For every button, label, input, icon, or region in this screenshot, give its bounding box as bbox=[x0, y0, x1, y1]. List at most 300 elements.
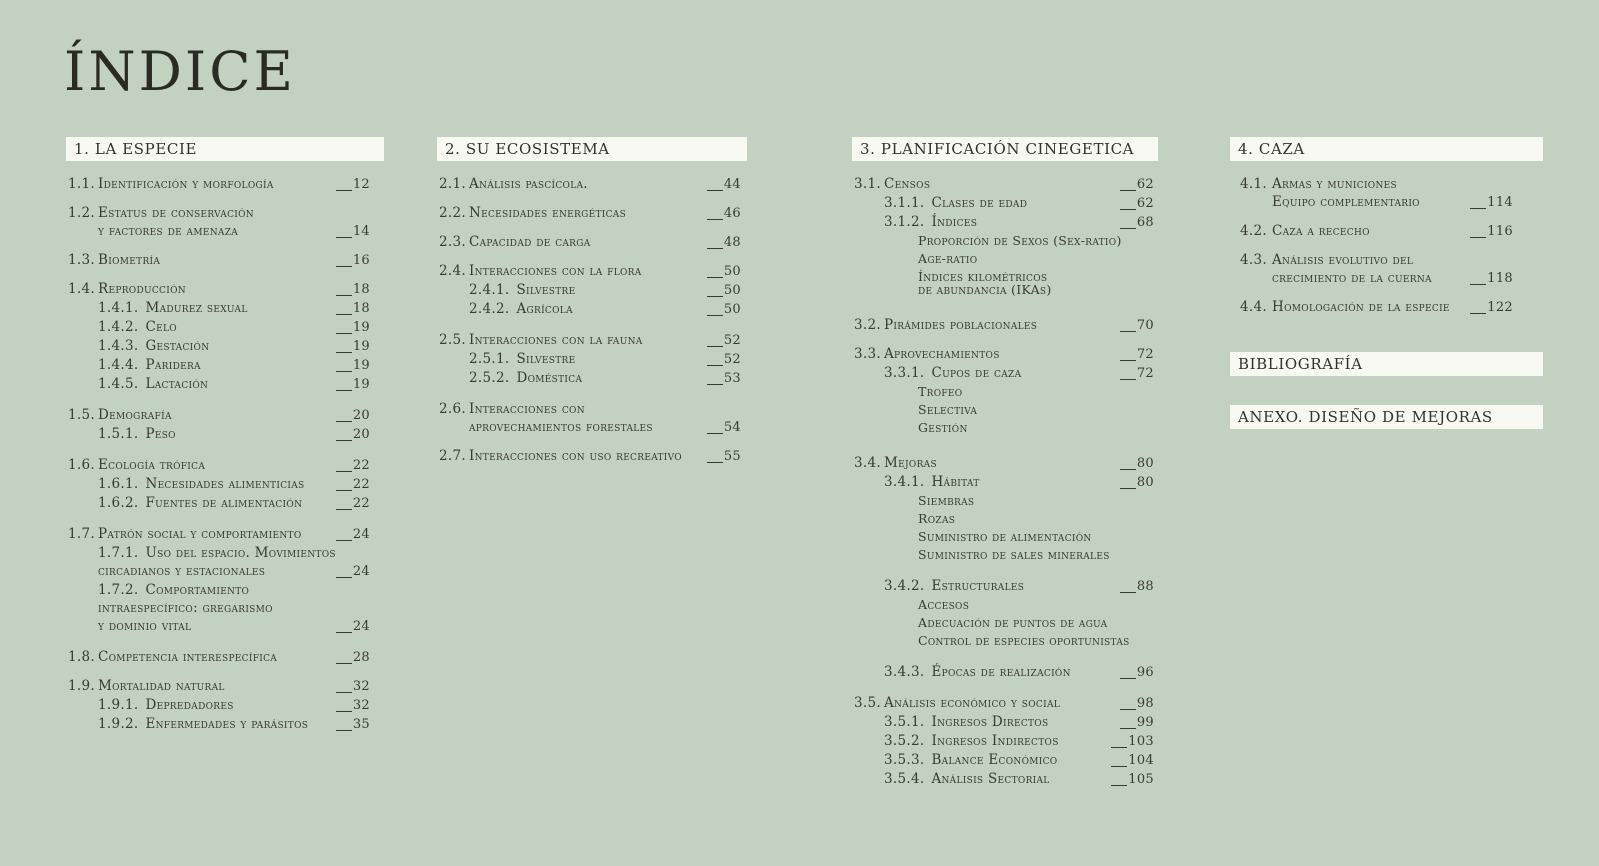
toc-line bbox=[66, 175, 370, 194]
entry-number: 2.7. bbox=[439, 448, 466, 464]
leader-dash-icon bbox=[1120, 675, 1136, 679]
entry-title: y dominio vital bbox=[98, 618, 192, 634]
entry-title: Armas y municiones bbox=[1272, 176, 1397, 192]
toc-line bbox=[66, 425, 370, 444]
toc-line bbox=[1230, 251, 1513, 269]
page-number: 14 bbox=[352, 224, 370, 239]
toc-entry bbox=[852, 419, 1154, 437]
toc-entry bbox=[852, 770, 1154, 789]
page-number: 53 bbox=[723, 371, 741, 386]
toc-column-caza bbox=[1230, 137, 1543, 426]
entry-title: Ingresos Indirectos bbox=[931, 733, 1059, 749]
toc-entry bbox=[852, 596, 1154, 614]
toc-line bbox=[1230, 193, 1513, 212]
page-number: 88 bbox=[1136, 579, 1154, 594]
toc-line bbox=[437, 175, 741, 194]
leader-dash-icon bbox=[336, 708, 352, 712]
entry-title: crecimiento de la cuerna bbox=[1272, 270, 1432, 286]
toc-entry bbox=[852, 577, 1154, 596]
page-number: 55 bbox=[723, 449, 741, 464]
entry-title: Comportamiento bbox=[145, 582, 250, 598]
entry-number: 1.6. bbox=[68, 457, 95, 473]
toc-line bbox=[852, 316, 1154, 335]
entry-number: 2.4.1. bbox=[469, 282, 510, 298]
entry-number: 1.4.1. bbox=[98, 300, 139, 316]
page-number: 80 bbox=[1136, 475, 1154, 490]
toc-line bbox=[66, 456, 370, 475]
toc-line bbox=[437, 400, 741, 418]
toc-line bbox=[852, 663, 1154, 682]
toc-entry bbox=[66, 251, 370, 270]
entry-title: Balance Económico bbox=[931, 752, 1058, 768]
toc-entry bbox=[1230, 222, 1513, 241]
toc-line bbox=[852, 492, 1154, 510]
entry-title: Índices kilométricos bbox=[918, 269, 1048, 284]
toc-column-la-especie bbox=[66, 137, 384, 734]
page-number: 116 bbox=[1487, 224, 1513, 239]
entry-number: 1.9. bbox=[68, 678, 95, 694]
entry-number: 3.4.2. bbox=[884, 578, 925, 594]
toc-line bbox=[852, 401, 1154, 419]
toc-line bbox=[66, 715, 370, 734]
entry-title: Silvestre bbox=[516, 282, 576, 298]
section-header-planificacion: 3. PLANIFICACIÓN CINEGETICA bbox=[852, 137, 1158, 161]
toc-entry bbox=[66, 677, 370, 696]
leader-dash-icon bbox=[1120, 225, 1136, 229]
entry-title: Demografía bbox=[98, 407, 172, 423]
page-number: 54 bbox=[723, 420, 741, 435]
entry-title: Rozas bbox=[918, 511, 956, 526]
page-number: 80 bbox=[1136, 456, 1154, 471]
leader-dash-icon bbox=[1120, 485, 1136, 489]
entry-list bbox=[1230, 175, 1543, 317]
entry-number: 3.1.1. bbox=[884, 195, 925, 211]
leader-dash-icon bbox=[1120, 725, 1136, 729]
page-number: 20 bbox=[352, 408, 370, 423]
entry-title: Celo bbox=[145, 319, 177, 335]
entry-number: 1.6.1. bbox=[98, 476, 139, 492]
entry-number: 4.1. bbox=[1240, 176, 1267, 192]
toc-entry bbox=[66, 581, 370, 636]
toc-entry bbox=[66, 318, 370, 337]
toc-entry bbox=[852, 492, 1154, 510]
leader-dash-icon bbox=[707, 216, 723, 220]
entry-number: 1.6.2. bbox=[98, 495, 139, 511]
entry-title: aprovechamientos forestales bbox=[469, 419, 653, 435]
toc-line bbox=[852, 694, 1154, 713]
section-header-la-especie: 1. LA ESPECIE bbox=[66, 137, 384, 161]
toc-entry bbox=[66, 696, 370, 715]
toc-entry bbox=[852, 694, 1154, 713]
leader-dash-icon bbox=[1120, 357, 1136, 361]
leader-dash-icon bbox=[1470, 310, 1486, 314]
toc-line bbox=[852, 194, 1154, 213]
toc-entry bbox=[852, 213, 1154, 232]
page-number: 52 bbox=[723, 333, 741, 348]
entry-number: 3.1.2. bbox=[884, 214, 925, 230]
toc-entry bbox=[437, 175, 741, 194]
leader-dash-icon bbox=[336, 727, 352, 731]
toc-entry bbox=[852, 250, 1154, 268]
entry-number: 1.3. bbox=[68, 252, 95, 268]
toc-entry bbox=[437, 350, 741, 369]
toc-line bbox=[66, 599, 370, 617]
page-number: 99 bbox=[1136, 715, 1154, 730]
entry-list bbox=[852, 175, 1158, 789]
toc-line bbox=[852, 281, 1154, 299]
toc-entry bbox=[66, 425, 370, 444]
toc-entry bbox=[852, 364, 1154, 383]
entry-number: 2.4. bbox=[439, 263, 466, 279]
entry-number: 1.7.1. bbox=[98, 545, 139, 561]
section-header-bibliografia: BIBLIOGRAFÍA bbox=[1230, 352, 1543, 376]
page-number: 19 bbox=[352, 339, 370, 354]
leader-dash-icon bbox=[336, 330, 352, 334]
toc-line bbox=[66, 251, 370, 270]
entry-title: Siembras bbox=[918, 493, 975, 508]
leader-dash-icon bbox=[1120, 589, 1136, 593]
entry-title: Aprovechamientos bbox=[884, 346, 1000, 362]
page-number: 20 bbox=[352, 427, 370, 442]
entry-list bbox=[437, 175, 747, 466]
entry-title: Estatus de conservación bbox=[98, 205, 254, 221]
toc-line bbox=[852, 528, 1154, 546]
page-number: 22 bbox=[352, 477, 370, 492]
leader-dash-icon bbox=[1120, 206, 1136, 210]
leader-dash-icon bbox=[336, 292, 352, 296]
toc-line bbox=[437, 447, 741, 466]
toc-line bbox=[852, 364, 1154, 383]
leader-dash-icon bbox=[707, 312, 723, 316]
entry-list bbox=[66, 175, 384, 734]
leader-dash-icon bbox=[707, 293, 723, 297]
leader-dash-icon bbox=[336, 629, 352, 633]
entry-title: intraespecífico: gregarismo bbox=[98, 600, 273, 616]
toc-entry bbox=[852, 232, 1154, 250]
toc-line bbox=[66, 544, 370, 562]
leader-dash-icon bbox=[336, 187, 352, 191]
leader-dash-icon bbox=[336, 506, 352, 510]
toc-entry bbox=[437, 400, 741, 437]
entry-title: Cupos de caza bbox=[931, 365, 1022, 381]
toc-line bbox=[437, 204, 741, 223]
entry-number: 1.7. bbox=[68, 526, 95, 542]
entry-title: Selectiva bbox=[918, 402, 978, 417]
toc-line bbox=[852, 596, 1154, 614]
entry-number: 1.9.2. bbox=[98, 716, 139, 732]
entry-title: Análisis Sectorial bbox=[931, 771, 1050, 787]
entry-number: 2.2. bbox=[439, 205, 466, 221]
leader-dash-icon bbox=[336, 660, 352, 664]
toc-line bbox=[1230, 269, 1513, 288]
toc-entry bbox=[852, 663, 1154, 682]
entry-title: Interacciones con la fauna bbox=[469, 332, 643, 348]
entry-title: Análisis pascícola. bbox=[469, 176, 588, 192]
toc-line bbox=[852, 473, 1154, 492]
entry-title: Silvestre bbox=[516, 351, 576, 367]
toc-entry bbox=[66, 525, 370, 544]
leader-dash-icon bbox=[707, 459, 723, 463]
entry-number: 4.4. bbox=[1240, 299, 1267, 315]
leader-dash-icon bbox=[336, 418, 352, 422]
toc-line bbox=[66, 648, 370, 667]
toc-line bbox=[852, 510, 1154, 528]
entry-title: Paridera bbox=[145, 357, 201, 373]
toc-line bbox=[66, 581, 370, 599]
entry-title: Índices bbox=[931, 214, 978, 230]
leader-dash-icon bbox=[1120, 466, 1136, 470]
toc-entry bbox=[1230, 175, 1513, 212]
toc-entry bbox=[852, 383, 1154, 401]
leader-dash-icon bbox=[707, 343, 723, 347]
entry-number: 2.4.2. bbox=[469, 301, 510, 317]
leader-dash-icon bbox=[707, 430, 723, 434]
entry-title: Ingresos Directos bbox=[931, 714, 1049, 730]
toc-line bbox=[1230, 175, 1513, 193]
leader-dash-icon bbox=[707, 362, 723, 366]
toc-line bbox=[66, 617, 370, 636]
toc-line bbox=[66, 299, 370, 318]
page-number: 50 bbox=[723, 264, 741, 279]
page-number: 62 bbox=[1136, 177, 1154, 192]
toc-entry bbox=[66, 544, 370, 581]
entry-title: Madurez sexual bbox=[145, 300, 248, 316]
entry-number: 3.1. bbox=[854, 176, 881, 192]
page-number: 98 bbox=[1136, 696, 1154, 711]
entry-title: Enfermedades y parásitos bbox=[145, 716, 309, 732]
entry-number: 3.2. bbox=[854, 317, 881, 333]
toc-line bbox=[437, 418, 741, 437]
entry-title: Equipo complementario bbox=[1272, 194, 1420, 210]
entry-number: 2.5.1. bbox=[469, 351, 510, 367]
toc-line bbox=[852, 632, 1154, 650]
toc-entry bbox=[852, 546, 1154, 564]
page-number: 32 bbox=[352, 698, 370, 713]
page-number: 19 bbox=[352, 320, 370, 335]
entry-number: 1.4.3. bbox=[98, 338, 139, 354]
toc-entry bbox=[66, 715, 370, 734]
page-number: 12 bbox=[352, 177, 370, 192]
leader-dash-icon bbox=[336, 537, 352, 541]
entry-number: 3.5.4. bbox=[884, 771, 925, 787]
page-number: 44 bbox=[723, 177, 741, 192]
entry-number: 1.4. bbox=[68, 281, 95, 297]
toc-line bbox=[852, 175, 1154, 194]
toc-line bbox=[66, 406, 370, 425]
toc-line bbox=[66, 494, 370, 513]
toc-line bbox=[437, 369, 741, 388]
leader-dash-icon bbox=[1470, 234, 1486, 238]
section-header-anexo: ANEXO. DISEÑO DE MEJORAS bbox=[1230, 405, 1543, 429]
toc-line bbox=[437, 331, 741, 350]
toc-entry bbox=[66, 375, 370, 394]
entry-title: Fuentes de alimentación bbox=[145, 495, 303, 511]
entry-title: Ecología trófica bbox=[98, 457, 206, 473]
page-number: 96 bbox=[1136, 665, 1154, 680]
page-number: 104 bbox=[1128, 753, 1154, 768]
toc-entry bbox=[852, 194, 1154, 213]
leader-dash-icon bbox=[707, 187, 723, 191]
entry-number: 2.5.2. bbox=[469, 370, 510, 386]
leader-dash-icon bbox=[336, 437, 352, 441]
page-number: 24 bbox=[352, 527, 370, 542]
leader-dash-icon bbox=[1111, 744, 1127, 748]
entry-title: Lactación bbox=[145, 376, 209, 392]
section-header-su-ecosistema: 2. SU ECOSISTEMA bbox=[437, 137, 747, 161]
page-number: 22 bbox=[352, 458, 370, 473]
entry-title: Mortalidad natural bbox=[98, 678, 225, 694]
leader-dash-icon bbox=[336, 487, 352, 491]
entry-title: Doméstica bbox=[516, 370, 583, 386]
page-number: 19 bbox=[352, 377, 370, 392]
toc-line bbox=[852, 713, 1154, 732]
toc-entry bbox=[852, 473, 1154, 492]
leader-dash-icon bbox=[1120, 376, 1136, 380]
page-number: 24 bbox=[352, 619, 370, 634]
toc-entry bbox=[852, 713, 1154, 732]
toc-line bbox=[66, 356, 370, 375]
toc-line bbox=[66, 475, 370, 494]
leader-dash-icon bbox=[1111, 763, 1127, 767]
toc-entry bbox=[66, 456, 370, 475]
entry-title: Interacciones con uso recreativo bbox=[469, 448, 682, 464]
entry-number: 1.4.5. bbox=[98, 376, 139, 392]
entry-title: y factores de amenaza bbox=[98, 223, 239, 239]
leader-dash-icon bbox=[336, 689, 352, 693]
entry-title: Proporción de Sexos (Sex-ratio) bbox=[918, 233, 1122, 248]
toc-entry bbox=[852, 345, 1154, 364]
entry-number: 3.5.1. bbox=[884, 714, 925, 730]
entry-title: Mejoras bbox=[884, 455, 937, 471]
page-number: 103 bbox=[1128, 734, 1154, 749]
entry-title: Censos bbox=[884, 176, 931, 192]
entry-title: Biometría bbox=[98, 252, 161, 268]
leader-dash-icon bbox=[336, 468, 352, 472]
entry-number: 4.3. bbox=[1240, 252, 1267, 268]
entry-number: 1.2. bbox=[68, 205, 95, 221]
toc-line bbox=[437, 262, 741, 281]
leader-dash-icon bbox=[1120, 187, 1136, 191]
toc-entry bbox=[852, 401, 1154, 419]
entry-title: Control de especies oportunistas bbox=[918, 633, 1130, 648]
toc-column-planificacion bbox=[852, 137, 1158, 789]
entry-title: Hábitat bbox=[931, 474, 980, 490]
leader-dash-icon bbox=[1470, 205, 1486, 209]
entry-title: Suministro de alimentación bbox=[918, 529, 1092, 544]
leader-dash-icon bbox=[707, 245, 723, 249]
leader-dash-icon bbox=[336, 349, 352, 353]
toc-line bbox=[852, 383, 1154, 401]
toc-line bbox=[852, 419, 1154, 437]
leader-dash-icon bbox=[707, 274, 723, 278]
toc-line bbox=[437, 300, 741, 319]
entry-title: Peso bbox=[145, 426, 176, 442]
toc-entry bbox=[66, 299, 370, 318]
entry-title: Pirámides poblacionales bbox=[884, 317, 1038, 333]
toc-entry bbox=[66, 337, 370, 356]
entry-title: Necesidades alimenticias bbox=[145, 476, 305, 492]
entry-title: Caza a rececho bbox=[1272, 223, 1370, 239]
page-number: 114 bbox=[1487, 195, 1513, 210]
page-number: 19 bbox=[352, 358, 370, 373]
entry-title: Agrícola bbox=[516, 301, 573, 317]
toc-entry bbox=[1230, 251, 1513, 288]
toc-line bbox=[852, 232, 1154, 250]
leader-dash-icon bbox=[336, 234, 352, 238]
toc-entry bbox=[852, 454, 1154, 473]
toc-entry bbox=[852, 510, 1154, 528]
page-number: 68 bbox=[1136, 215, 1154, 230]
toc-line bbox=[66, 696, 370, 715]
entry-title: de abundancia (IKAs) bbox=[918, 282, 1052, 297]
entry-title: Trofeo bbox=[918, 384, 963, 399]
entry-number: 1.5. bbox=[68, 407, 95, 423]
toc-entry bbox=[437, 204, 741, 223]
entry-title: Suministro de sales minerales bbox=[918, 547, 1110, 562]
entry-number: 2.3. bbox=[439, 234, 466, 250]
toc-entry bbox=[852, 528, 1154, 546]
toc-entry bbox=[852, 316, 1154, 335]
entry-number: 3.3.1. bbox=[884, 365, 925, 381]
page-number: 16 bbox=[352, 253, 370, 268]
toc-entry bbox=[66, 204, 370, 241]
toc-line bbox=[437, 233, 741, 252]
page-number: 72 bbox=[1136, 366, 1154, 381]
entry-title: Capacidad de carga bbox=[469, 234, 591, 250]
toc-line bbox=[66, 280, 370, 299]
toc-line bbox=[852, 546, 1154, 564]
toc-line bbox=[437, 281, 741, 300]
toc-entry bbox=[437, 447, 741, 466]
toc-entry bbox=[437, 369, 741, 388]
page-number: 52 bbox=[723, 352, 741, 367]
toc-entry bbox=[852, 614, 1154, 632]
entry-title: Gestación bbox=[145, 338, 210, 354]
toc-line bbox=[1230, 298, 1513, 317]
page-number: 18 bbox=[352, 301, 370, 316]
page-number: 62 bbox=[1136, 196, 1154, 211]
toc-entry bbox=[852, 732, 1154, 751]
entry-title: Gestión bbox=[918, 420, 968, 435]
entry-title: Interacciones con la flora bbox=[469, 263, 642, 279]
toc-line bbox=[66, 222, 370, 241]
entry-number: 3.3. bbox=[854, 346, 881, 362]
page-number: 50 bbox=[723, 283, 741, 298]
leader-dash-icon bbox=[1470, 281, 1486, 285]
toc-entry bbox=[66, 494, 370, 513]
page-number: 122 bbox=[1487, 300, 1513, 315]
entry-number: 3.5. bbox=[854, 695, 881, 711]
entry-title: Age-ratio bbox=[918, 251, 978, 266]
toc-line bbox=[437, 350, 741, 369]
page-number: 18 bbox=[352, 282, 370, 297]
toc-entry bbox=[437, 331, 741, 350]
entry-title: Clases de edad bbox=[931, 195, 1028, 211]
page-number: 22 bbox=[352, 496, 370, 511]
page-number: 35 bbox=[352, 717, 370, 732]
entry-number: 1.8. bbox=[68, 649, 95, 665]
leader-dash-icon bbox=[1120, 706, 1136, 710]
toc-entry bbox=[66, 280, 370, 299]
leader-dash-icon bbox=[336, 263, 352, 267]
toc-entry bbox=[1230, 298, 1513, 317]
toc-line bbox=[1230, 222, 1513, 241]
toc-column-su-ecosistema bbox=[437, 137, 747, 466]
toc-entry bbox=[437, 262, 741, 281]
page-number: 70 bbox=[1136, 318, 1154, 333]
toc-entry bbox=[66, 648, 370, 667]
page-number: 50 bbox=[723, 302, 741, 317]
